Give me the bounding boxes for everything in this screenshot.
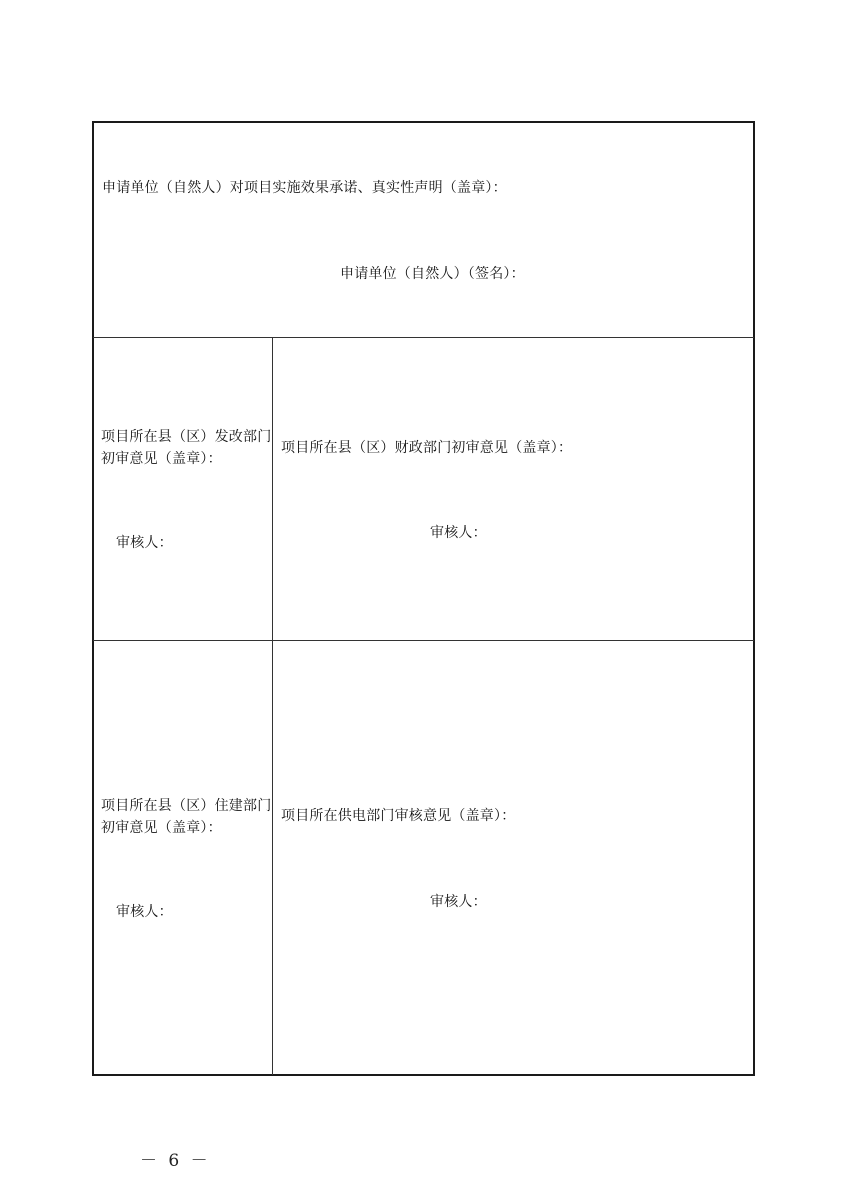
page-number: － 6 － (140, 1151, 211, 1171)
finance-reviewer-label: 审核人： (430, 525, 487, 541)
row-divider-2 (93, 640, 754, 641)
power-supply-reviewer-label: 审核人： (430, 894, 487, 910)
dev-reform-reviewer-label: 审核人： (116, 535, 173, 551)
dev-reform-review-label: 项目所在县（区）发改部门初审意见（盖章）： (101, 429, 272, 467)
housing-review-label: 项目所在县（区）住建部门初审意见（盖章）： (101, 798, 272, 836)
housing-reviewer-label: 审核人： (116, 904, 173, 920)
finance-review-label: 项目所在县（区）财政部门初审意见（盖章）： (281, 440, 573, 456)
applicant-signature-label: 申请单位（自然人）（签名）： (340, 266, 525, 282)
row-divider-1 (93, 337, 754, 338)
power-supply-review-label: 项目所在供电部门审核意见（盖章）： (281, 808, 516, 824)
applicant-statement-label: 申请单位（自然人）对项目实施效果承诺、真实性声明（盖章）： (102, 180, 507, 196)
